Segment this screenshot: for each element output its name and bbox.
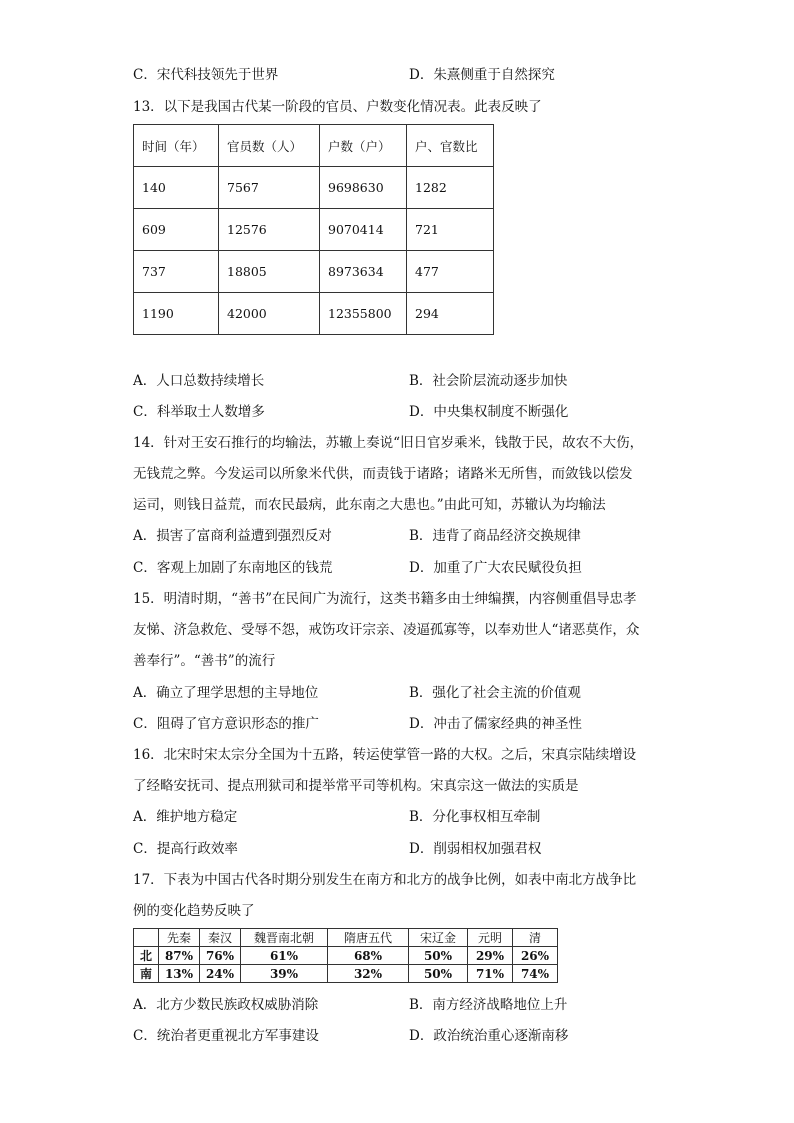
q13-option-d: D．中央集权制度不断强化	[409, 404, 569, 420]
q14-option-a: A．损害了富商利益遭到强烈反对	[133, 528, 332, 544]
q15-stem-line: 善奉行”。“善书”的流行	[133, 653, 276, 669]
q14-stem-line: 运司，则钱日益荒，而农民最病，此东南之大患也。”由此可知，苏辙认为均输法	[133, 497, 606, 513]
table-row	[134, 965, 558, 983]
table-cell: 9070414	[320, 209, 407, 251]
table-cell: 8973634	[320, 251, 407, 293]
table-header-cell: 秦汉	[200, 929, 241, 947]
table-cell: 12355800	[320, 293, 407, 335]
table-header-cell: 户、官数比	[407, 125, 494, 167]
q15-stem-line: 友悌、济急救危、受辱不怨，戒饬攻讦宗亲、凌逼孤寡等，以奉劝世人“诸恶莫作，众	[133, 622, 640, 638]
table-header-cell: 户数（户）	[320, 125, 407, 167]
q17-stem-line: 例的变化趋势反映了	[133, 903, 255, 919]
table-cell: 721	[407, 209, 494, 251]
q15-option-d: D．冲击了儒家经典的神圣性	[409, 716, 582, 732]
q14-option-c: C．客观上加剧了东南地区的钱荒	[133, 560, 333, 576]
q12-option-c: C．宋代科技领先于世界	[133, 67, 279, 83]
table-header-cell	[134, 929, 159, 947]
table-cell: 9698630	[320, 167, 407, 209]
q15-option-c: C．阻碍了官方意识形态的推广	[133, 716, 319, 732]
q14-option-b: B．违背了商品经济交换规律	[409, 528, 581, 544]
q17-table	[133, 928, 558, 983]
table-cell: 294	[407, 293, 494, 335]
q13-option-b: B．社会阶层流动逐步加快	[409, 373, 568, 389]
table-row	[134, 947, 558, 965]
q13-stem: 13．以下是我国古代某一阶段的官员、户数变化情况表。此表反映了	[133, 99, 542, 115]
table-row	[134, 251, 494, 293]
table-cell: 29%	[468, 947, 513, 965]
q13-table	[133, 124, 494, 335]
q15-stem-line: 15．明清时期，“善书”在民间广为流行，这类书籍多由士绅编撰，内容侧重倡导忠孝	[133, 591, 637, 607]
table-cell: 737	[134, 251, 219, 293]
table-cell: 13%	[159, 965, 200, 983]
table-cell: 68%	[328, 947, 409, 965]
q17-stem-line: 17．下表为中国古代各时期分别发生在南方和北方的战争比例，如表中南北方战争比	[133, 872, 637, 888]
table-cell: 18805	[219, 251, 320, 293]
q16-stem-line: 了经略安抚司、提点刑狱司和提举常平司等机构。宋真宗这一做法的实质是	[133, 778, 579, 794]
table-cell: 71%	[468, 965, 513, 983]
q14-stem-line: 14．针对王安石推行的均输法，苏辙上奏说“旧日官岁乘米，钱散于民，故农不大伤，	[133, 435, 644, 451]
table-cell: 1190	[134, 293, 219, 335]
table-row	[134, 293, 494, 335]
table-header-cell: 先秦	[159, 929, 200, 947]
table-cell: 7567	[219, 167, 320, 209]
q16-stem-line: 16．北宋时宋太宗分全国为十五路，转运使掌管一路的大权。之后，宋真宗陆续增设	[133, 747, 637, 763]
table-header-row	[134, 125, 494, 167]
q14-stem-line: 无钱荒之弊。今发运司以所象米代供，而责钱于诸路；诸路米无所售，而敛钱以偿发	[133, 466, 633, 482]
q13-option-c: C．科举取士人数增多	[133, 404, 265, 420]
table-header-cell: 清	[513, 929, 558, 947]
q16-option-a: A．维护地方稳定	[133, 809, 238, 825]
table-cell: 北	[134, 947, 159, 965]
table-cell: 87%	[159, 947, 200, 965]
q17-option-b: B．南方经济战略地位上升	[409, 997, 568, 1013]
q17-option-a: A．北方少数民族政权威胁消除	[133, 997, 319, 1013]
table-cell: 24%	[200, 965, 241, 983]
q12-option-d: D．朱熹侧重于自然探究	[409, 67, 555, 83]
table-cell: 74%	[513, 965, 558, 983]
table-cell: 140	[134, 167, 219, 209]
table-cell: 26%	[513, 947, 558, 965]
table-cell: 1282	[407, 167, 494, 209]
table-cell: 39%	[241, 965, 328, 983]
table-header-cell: 魏晋南北朝	[241, 929, 328, 947]
q16-option-d: D．削弱相权加强君权	[409, 841, 542, 857]
q13-option-a: A．人口总数持续增长	[133, 373, 265, 389]
q15-option-b: B．强化了社会主流的价值观	[409, 685, 581, 701]
table-cell: 50%	[409, 947, 468, 965]
table-cell: 609	[134, 209, 219, 251]
table-cell: 477	[407, 251, 494, 293]
table-row	[134, 167, 494, 209]
q14-option-d: D．加重了广大农民赋役负担	[409, 560, 582, 576]
table-header-cell: 隋唐五代	[328, 929, 409, 947]
table-header-row	[134, 929, 558, 947]
table-header-cell: 官员数（人）	[219, 125, 320, 167]
table-cell: 12576	[219, 209, 320, 251]
q16-option-b: B．分化事权相互牵制	[409, 809, 541, 825]
table-cell: 61%	[241, 947, 328, 965]
table-header-cell: 时间（年）	[134, 125, 219, 167]
table-header-cell: 元明	[468, 929, 513, 947]
q17-option-d: D．政治统治重心逐渐南移	[409, 1028, 569, 1044]
table-row	[134, 209, 494, 251]
q15-option-a: A．确立了理学思想的主导地位	[133, 685, 319, 701]
q16-option-c: C．提高行政效率	[133, 841, 238, 857]
table-cell: 南	[134, 965, 159, 983]
table-header-cell: 宋辽金	[409, 929, 468, 947]
table-cell: 50%	[409, 965, 468, 983]
table-cell: 76%	[200, 947, 241, 965]
table-cell: 42000	[219, 293, 320, 335]
table-cell: 32%	[328, 965, 409, 983]
q17-option-c: C．统治者更重视北方军事建设	[133, 1028, 319, 1044]
